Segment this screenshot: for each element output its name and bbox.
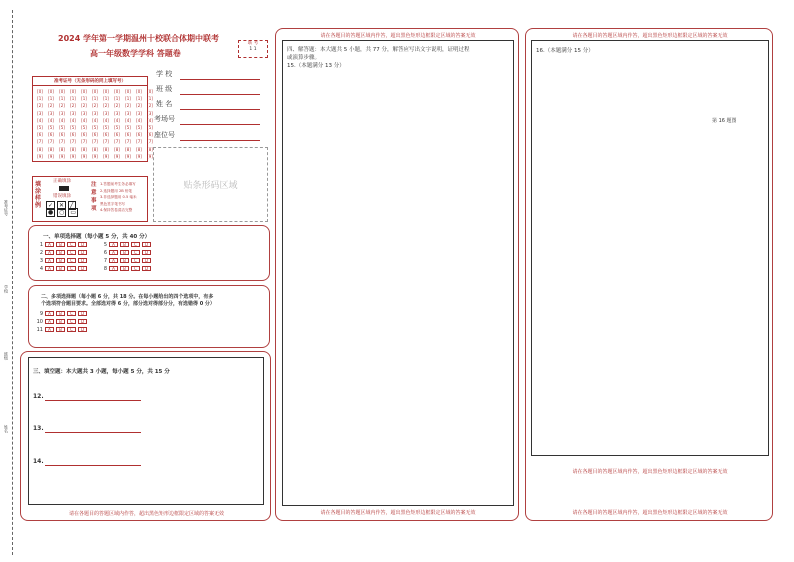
single-question-7: [99, 258, 153, 265]
multi-question-9: [35, 311, 89, 318]
fill-wrong-samples: [46, 202, 78, 216]
field-school-input[interactable]: [180, 79, 260, 80]
digit-bubble[interactable]: [0]: [114, 89, 120, 94]
digit-bubble[interactable]: [4]: [136, 117, 142, 123]
digit-bubble[interactable]: [0]: [70, 89, 76, 94]
admission-label: 准考证号（无条形码的同上填写号）: [33, 77, 147, 86]
option-c-bubble[interactable]: C: [67, 258, 76, 263]
notes-label: 注意事项: [91, 182, 97, 212]
digit-bubble[interactable]: [4]: [48, 117, 54, 123]
blank-13-label: 13.: [33, 425, 44, 432]
digit-bubble[interactable]: [7]: [92, 139, 98, 145]
warning-text-middle-bottom: 请在各题目的答题区域内作答，超出黑色矩形边框限定区域的答案无效: [320, 510, 476, 516]
option-d-bubble[interactable]: D: [78, 250, 87, 255]
digit-bubble[interactable]: [1]: [103, 96, 109, 102]
digit-bubble[interactable]: [2]: [48, 103, 54, 109]
option-d-bubble[interactable]: D: [78, 242, 87, 247]
fill-blank-title: 三、填空题：本大题共 3 小题，每小题 5 分，共 15 分: [33, 369, 170, 375]
digit-bubble[interactable]: [8]: [70, 146, 76, 152]
digit-bubble[interactable]: [5]: [81, 125, 87, 130]
digit-bubble[interactable]: [2]: [136, 103, 142, 109]
barcode-label: 贴条形码区域: [183, 181, 238, 191]
digit-bubble[interactable]: [9]: [59, 153, 65, 159]
single-choice-title: 一、单项选择题（每小题 5 分，共 40 分）: [43, 234, 151, 240]
fill-guide: [32, 176, 148, 222]
option-d-bubble[interactable]: D: [78, 327, 87, 332]
digit-bubble[interactable]: [9]: [48, 153, 54, 159]
slash-mark-icon: ╱: [69, 202, 74, 209]
option-d-bubble[interactable]: D: [142, 266, 151, 271]
solve-box: [282, 40, 514, 506]
single-question-6: [99, 250, 153, 257]
digit-bubble[interactable]: [2]: [125, 103, 131, 109]
single-question-8: [99, 266, 153, 273]
option-c-bubble[interactable]: C: [131, 266, 140, 271]
digit-bubble[interactable]: [1]: [92, 96, 98, 102]
digit-bubble[interactable]: [5]: [70, 125, 76, 130]
question-number: 8: [103, 266, 107, 272]
digit-bubble[interactable]: [8]: [81, 146, 87, 152]
exam-type-box: [238, 40, 268, 58]
question-16-figure-label: 第 16 题图: [712, 118, 737, 124]
solve-title-2: 或演算步骤。: [287, 55, 321, 61]
digit-bubble[interactable]: [4]: [92, 117, 98, 123]
digit-bubble[interactable]: [8]: [114, 146, 120, 152]
option-b-bubble[interactable]: B: [56, 266, 65, 271]
question-number: 10: [36, 319, 43, 325]
digit-bubble[interactable]: [7]: [103, 139, 109, 145]
digit-bubble[interactable]: [5]: [37, 125, 43, 130]
digit-row-3: [35, 111, 155, 116]
digit-row-4: [35, 118, 155, 123]
option-c-bubble[interactable]: C: [67, 311, 76, 316]
digit-row-0: [35, 89, 155, 94]
digit-bubble[interactable]: [8]: [59, 146, 65, 152]
digit-bubble[interactable]: [1]: [37, 96, 43, 102]
digit-bubble[interactable]: [8]: [125, 146, 131, 152]
digit-bubble[interactable]: [6]: [37, 132, 43, 138]
note-2: 2.选择题用 2B 铅笔: [100, 188, 133, 193]
digit-bubble[interactable]: [7]: [147, 139, 153, 145]
digit-bubble[interactable]: [5]: [59, 125, 65, 130]
digit-bubble[interactable]: [4]: [125, 117, 131, 123]
question-number: 6: [103, 250, 107, 256]
digit-bubble[interactable]: [7]: [125, 139, 131, 145]
digit-bubble[interactable]: [9]: [70, 153, 76, 159]
digit-bubble[interactable]: [1]: [81, 96, 87, 102]
multi-choice-title-2: 个选项符合题目要求。全部选对得 6 分，部分选对得部分分，有选错得 0 分）: [41, 301, 215, 307]
digit-bubble[interactable]: [6]: [92, 132, 98, 138]
digit-bubble[interactable]: [4]: [114, 117, 120, 123]
fill-correct-sample: [59, 186, 69, 191]
option-b-bubble[interactable]: B: [120, 258, 129, 263]
digit-row-8: [35, 147, 155, 152]
digit-bubble[interactable]: [5]: [114, 125, 120, 130]
warning-text-right-top: 请在各题目的答题区域内作答，超出黑色矩形边框限定区域的答案无效: [572, 33, 728, 39]
option-d-bubble[interactable]: D: [142, 250, 151, 255]
exam-title: 2024 学年第一学期温州十校联合体期中联考: [58, 34, 220, 43]
option-a-bubble[interactable]: A: [45, 258, 54, 263]
digit-bubble[interactable]: [6]: [48, 132, 54, 138]
digit-bubble[interactable]: [0]: [48, 89, 54, 94]
option-b-bubble[interactable]: B: [56, 250, 65, 255]
cross-mark-icon: ✕: [58, 202, 64, 209]
digit-bubble[interactable]: [9]: [114, 153, 120, 159]
side-label-class: 班级: [4, 352, 9, 360]
note-5: 4.保持答卷清洁完整: [100, 208, 133, 212]
exam-type-label: 联 考: [247, 41, 259, 46]
option-a-bubble[interactable]: A: [45, 242, 54, 247]
binding-line: [12, 10, 13, 555]
option-a-bubble[interactable]: A: [109, 250, 118, 255]
digit-bubble[interactable]: [3]: [70, 110, 76, 116]
circle-mark-icon: ○: [59, 209, 65, 216]
digit-bubble[interactable]: [7]: [59, 139, 65, 145]
digit-bubble[interactable]: [0]: [147, 89, 153, 94]
option-d-bubble[interactable]: D: [78, 266, 87, 271]
option-d-bubble[interactable]: D: [78, 258, 87, 263]
digit-bubble[interactable]: [5]: [147, 125, 153, 130]
digit-bubble[interactable]: [2]: [114, 103, 120, 109]
digit-bubble[interactable]: [3]: [92, 110, 98, 116]
digit-bubble[interactable]: [3]: [59, 110, 65, 116]
digit-bubble[interactable]: [8]: [136, 146, 142, 152]
option-a-bubble[interactable]: A: [45, 250, 54, 255]
digit-bubble[interactable]: [1]: [147, 96, 153, 102]
digit-bubble[interactable]: [2]: [59, 103, 65, 109]
question-number: 3: [39, 258, 43, 264]
digit-bubble[interactable]: [6]: [103, 132, 109, 138]
option-a-bubble[interactable]: A: [109, 242, 118, 247]
digit-bubble[interactable]: [4]: [81, 117, 87, 123]
multi-question-10: [35, 319, 89, 326]
question-number: 2: [39, 250, 43, 256]
digit-row-1: [35, 96, 155, 101]
option-a-bubble[interactable]: A: [45, 311, 54, 316]
digit-bubble[interactable]: [3]: [136, 110, 142, 116]
field-room-input[interactable]: [180, 124, 260, 125]
exam-subtitle: 高一年级数学学科 答题卷: [90, 49, 181, 58]
digit-bubble[interactable]: [6]: [114, 132, 120, 138]
option-c-bubble[interactable]: C: [131, 258, 140, 263]
barcode-area: [153, 147, 268, 222]
left-answer-panel: [20, 351, 271, 521]
digit-row-9: [35, 154, 155, 159]
digit-bubble[interactable]: [1]: [125, 96, 131, 102]
option-d-bubble[interactable]: D: [142, 258, 151, 263]
digit-bubble[interactable]: [3]: [103, 110, 109, 116]
multi-choice-title: 二、多项选择题（每小题 6 分，共 18 分。在每小题给出的四个选项中，有多: [41, 294, 214, 300]
digit-bubble[interactable]: [0]: [103, 89, 109, 94]
note-1: 1.答题前考生务必填写: [100, 182, 136, 186]
solve-title: 四、解答题：本大题共 5 小题，共 77 分，解答应写出文字说明，证明过程: [287, 47, 470, 53]
digit-bubble[interactable]: [0]: [37, 89, 43, 94]
single-choice-panel: [28, 225, 270, 281]
option-b-bubble[interactable]: B: [56, 258, 65, 263]
option-c-bubble[interactable]: C: [131, 242, 140, 247]
field-seat-input[interactable]: [180, 140, 260, 141]
digit-bubble[interactable]: [6]: [147, 132, 153, 138]
option-c-bubble[interactable]: C: [67, 327, 76, 332]
blank-14-input[interactable]: [45, 465, 141, 466]
warning-text-right-bottom: 请在各题目的答题区域内作答，超出黑色矩形边框限定区域的答案无效: [572, 510, 728, 516]
digit-bubble[interactable]: [8]: [48, 146, 54, 152]
digit-bubble[interactable]: [0]: [81, 89, 87, 94]
digit-bubble[interactable]: [8]: [147, 146, 153, 152]
option-a-bubble[interactable]: A: [109, 258, 118, 263]
question-number: 1: [39, 242, 43, 248]
dot-mark-icon: ●: [48, 209, 54, 216]
digit-bubble[interactable]: [1]: [70, 96, 76, 102]
digit-bubble[interactable]: [9]: [136, 153, 142, 159]
digit-bubble[interactable]: [1]: [48, 96, 54, 102]
digit-bubble[interactable]: [0]: [92, 89, 98, 94]
single-question-4: [35, 266, 89, 273]
option-c-bubble[interactable]: C: [67, 250, 76, 255]
digit-row-2: [35, 103, 155, 108]
warning-text-left: 请在各题目的答题区域内作答，超出黑色矩形边框限定区域的答案无效: [68, 511, 224, 517]
question-15-title: 15.（本题满分 13 分）: [287, 63, 345, 69]
digit-bubble[interactable]: [1]: [136, 96, 142, 102]
digit-bubble[interactable]: [6]: [59, 132, 65, 138]
question-number: 11: [36, 327, 43, 333]
digit-bubble[interactable]: [7]: [48, 139, 54, 145]
option-b-bubble[interactable]: B: [56, 327, 65, 332]
option-c-bubble[interactable]: C: [131, 250, 140, 255]
digit-bubble[interactable]: [0]: [136, 89, 142, 94]
field-school-label: 学 校: [156, 70, 173, 78]
digit-bubble[interactable]: [9]: [147, 153, 153, 159]
digit-bubble[interactable]: [6]: [136, 132, 142, 138]
option-a-bubble[interactable]: A: [109, 266, 118, 271]
digit-bubble[interactable]: [5]: [136, 125, 142, 130]
digit-bubble[interactable]: [2]: [103, 103, 109, 109]
multi-question-11: [35, 327, 89, 334]
digit-bubble[interactable]: [1]: [59, 96, 65, 102]
digit-bubble[interactable]: [2]: [70, 103, 76, 109]
single-question-1: [35, 242, 89, 249]
field-name-input[interactable]: [180, 109, 260, 110]
admission-digits: [33, 86, 153, 162]
digit-row-7: [35, 139, 155, 144]
warning-text-middle-top: 请在各题目的答题区域内作答，超出黑色矩形边框限定区域的答案无效: [320, 33, 476, 39]
option-b-bubble[interactable]: B: [56, 319, 65, 324]
option-c-bubble[interactable]: C: [67, 319, 76, 324]
fill-blank-box: [28, 357, 264, 505]
digit-bubble[interactable]: [8]: [92, 146, 98, 152]
digit-bubble[interactable]: [2]: [37, 103, 43, 109]
option-c-bubble[interactable]: C: [67, 266, 76, 271]
digit-bubble[interactable]: [9]: [92, 153, 98, 159]
single-question-3: [35, 258, 89, 265]
option-a-bubble[interactable]: A: [45, 266, 54, 271]
blank-13-input[interactable]: [45, 432, 141, 433]
option-b-bubble[interactable]: B: [56, 311, 65, 316]
field-class-label: 班 级: [156, 85, 173, 93]
question-number: 9: [39, 311, 43, 317]
check-mark-icon: ✓: [48, 202, 54, 209]
admission-grid: [32, 76, 153, 162]
digit-bubble[interactable]: [5]: [125, 125, 131, 130]
question-number: 7: [103, 258, 107, 264]
single-question-5: [99, 242, 153, 249]
digit-bubble[interactable]: [3]: [37, 110, 43, 116]
digit-bubble[interactable]: [5]: [48, 125, 54, 130]
digit-bubble[interactable]: [3]: [114, 110, 120, 116]
option-d-bubble[interactable]: D: [142, 242, 151, 247]
digit-bubble[interactable]: [7]: [81, 139, 87, 145]
blank-12-input[interactable]: [45, 400, 141, 401]
dash-mark-icon: ▭: [70, 209, 77, 216]
field-seat-label: 座位号: [154, 131, 175, 139]
multi-choice-panel: [28, 285, 270, 348]
blank-14-label: 14.: [33, 458, 44, 465]
field-room-label: 考场号: [154, 115, 175, 123]
option-b-bubble[interactable]: B: [120, 250, 129, 255]
field-name-label: 姓 名: [156, 100, 173, 108]
digit-bubble[interactable]: [4]: [37, 117, 43, 123]
notes-list: [100, 181, 137, 214]
option-b-bubble[interactable]: B: [56, 242, 65, 247]
digit-bubble[interactable]: [6]: [70, 132, 76, 138]
side-label-school: 学校: [4, 285, 9, 293]
option-d-bubble[interactable]: D: [78, 311, 87, 316]
digit-bubble[interactable]: [3]: [48, 110, 54, 116]
digit-bubble[interactable]: [7]: [70, 139, 76, 145]
option-b-bubble[interactable]: B: [120, 266, 129, 271]
question-16-title: 16.（本题满分 15 分）: [536, 48, 594, 54]
digit-bubble[interactable]: [9]: [103, 153, 109, 159]
digit-bubble[interactable]: [3]: [81, 110, 87, 116]
digit-bubble[interactable]: [2]: [81, 103, 87, 109]
digit-bubble[interactable]: [4]: [147, 117, 153, 123]
digit-bubble[interactable]: [7]: [114, 139, 120, 145]
digit-bubble[interactable]: [5]: [92, 125, 98, 130]
digit-bubble[interactable]: [4]: [59, 117, 65, 123]
digit-bubble[interactable]: [7]: [136, 139, 142, 145]
digit-bubble[interactable]: [3]: [125, 110, 131, 116]
digit-bubble[interactable]: [3]: [147, 110, 153, 116]
digit-bubble[interactable]: [5]: [103, 125, 109, 130]
digit-row-5: [35, 125, 155, 130]
digit-bubble[interactable]: [0]: [125, 89, 131, 94]
option-b-bubble[interactable]: B: [120, 242, 129, 247]
side-label-admission: 准考证号: [4, 200, 9, 216]
field-class-input[interactable]: [180, 94, 260, 95]
digit-bubble[interactable]: [2]: [147, 103, 153, 109]
option-d-bubble[interactable]: D: [78, 319, 87, 324]
exam-type-value: 1 1: [249, 47, 257, 52]
note-3: 3.非选择题用 0.5 毫米: [100, 195, 137, 199]
fill-wrong-label: 错误填涂: [53, 194, 71, 199]
single-question-2: [35, 250, 89, 257]
fill-correct-label: 正确填涂: [53, 179, 71, 184]
middle-answer-panel: [275, 28, 519, 521]
digit-bubble[interactable]: [9]: [37, 153, 43, 159]
digit-bubble[interactable]: [6]: [125, 132, 131, 138]
digit-bubble[interactable]: [8]: [103, 146, 109, 152]
question-16-box: [531, 40, 769, 456]
note-4: 黑色签字笔书写: [100, 201, 126, 206]
side-label-name: 姓名: [4, 425, 9, 433]
fill-guide-label: 填涂样例: [35, 181, 42, 209]
digit-bubble[interactable]: [2]: [92, 103, 98, 109]
digit-bubble[interactable]: [0]: [59, 89, 65, 94]
digit-bubble[interactable]: [4]: [103, 117, 109, 123]
question-number: 4: [39, 266, 43, 272]
digit-bubble[interactable]: [7]: [37, 139, 43, 145]
option-a-bubble[interactable]: A: [45, 327, 54, 332]
digit-bubble[interactable]: [8]: [37, 146, 43, 152]
blank-12-label: 12.: [33, 393, 44, 400]
option-c-bubble[interactable]: C: [67, 242, 76, 247]
option-a-bubble[interactable]: A: [45, 319, 54, 324]
digit-row-6: [35, 132, 155, 137]
digit-bubble[interactable]: [6]: [81, 132, 87, 138]
digit-bubble[interactable]: [1]: [114, 96, 120, 102]
question-number: 5: [103, 242, 107, 248]
digit-bubble[interactable]: [9]: [125, 153, 131, 159]
right-answer-panel: [525, 28, 773, 521]
warning-text-right-middle: 请在各题目的答题区域内作答，超出黑色矩形边框限定区域的答案无效: [572, 469, 728, 475]
digit-bubble[interactable]: [9]: [81, 153, 87, 159]
digit-bubble[interactable]: [4]: [70, 117, 76, 123]
